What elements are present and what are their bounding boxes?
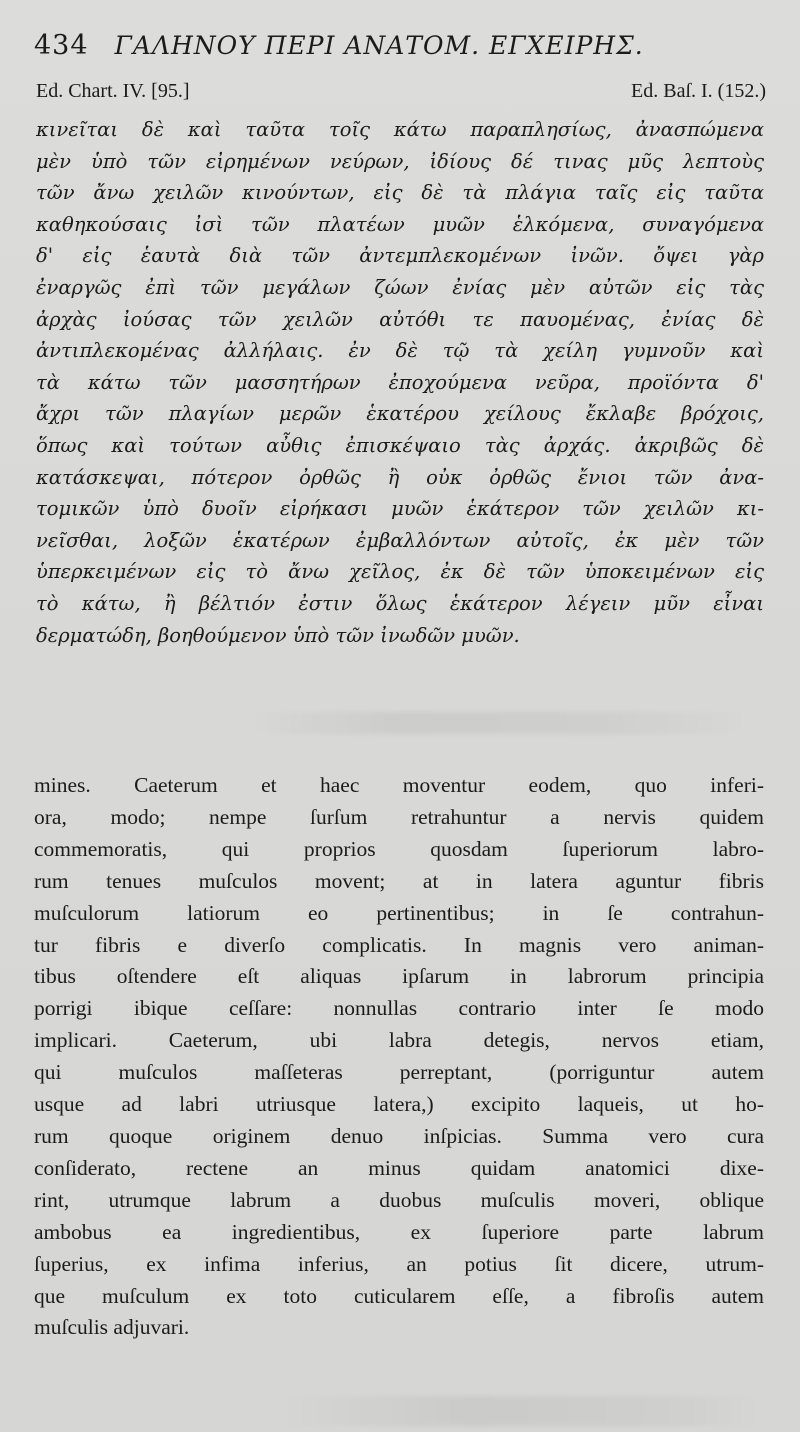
greek-line: ὅπως καὶ τούτων αὖθις ἐπισκέψαιο τὰς ἀρχάς. ἀκριβῶς δὲ — [36, 433, 764, 457]
latin-line: mines. Caeterum et haec moventur eodem, quo inferi- — [34, 773, 764, 797]
latin-line: conſiderato, rectene an minus quidam anatomici dixe- — [34, 1155, 764, 1180]
show-through-shadow — [280, 1396, 760, 1426]
latin-line: ſuperius, ex infima inferius, an potius ſit dicere, utrum- — [34, 1251, 764, 1276]
edition-basel-reference: Ed. Baſ. I. (152.) — [631, 80, 766, 102]
latin-line: que muſculum ex toto cuticularem eſſe, a fibroſis autem — [34, 1283, 764, 1308]
greek-line: τὸ κάτω, ἢ βέλτιόν ἐστιν ὅλως ἑκάτερον λέγειν μῦν εἶναι — [36, 591, 764, 615]
latin-line: implicari. Caeterum, ubi labra detegis, nervos etiam, — [34, 1028, 764, 1053]
edition-chart-reference: Ed. Chart. IV. [95.] — [36, 80, 190, 102]
latin-line: muſculorum latiorum eo pertinentibus; in ſe contrahun- — [34, 900, 764, 925]
latin-text-block — [34, 770, 764, 1344]
running-title: ΓΑΛΗΝΟΥ ΠΕΡΙ ΑΝΑΤΟΜ. ΕΓΧΕΙΡΗΣ. — [114, 31, 644, 60]
greek-line: ἐναργῶς ἐπὶ τῶν μεγάλων ζώων ἐνίας μὲν αὐτῶν εἰς τὰς — [36, 275, 764, 299]
greek-line: μὲν ὑπὸ τῶν εἰρημένων νεύρων, ἰδίους δέ τινας μῦς λεπτοὺς — [36, 149, 764, 173]
show-through-shadow — [250, 712, 750, 734]
greek-line: ἀρχὰς ἰούσας τῶν χειλῶν αὐτόθι τε παυομένας, ἐνίας δὲ — [36, 307, 764, 331]
running-head — [34, 30, 774, 66]
latin-line: qui muſculos maſſeteras perreptant, (porriguntur autem — [34, 1060, 764, 1085]
latin-line: rum quoque originem denuo inſpicias. Summa vero cura — [34, 1123, 764, 1148]
greek-line: καθηκούσαις ἰσὶ τῶν πλατέων μυῶν ἑλκόμενα, συναγόμενα — [36, 212, 764, 236]
edition-reference-line — [36, 80, 766, 103]
greek-line: νεῖσθαι, λοξῶν ἑκατέρων ἐμβαλλόντων αὐτοῖς, ἐκ μὲν τῶν — [36, 528, 764, 552]
greek-line: τῶν ἄνω χειλῶν κινούντων, εἰς δὲ τὰ πλάγια ταῖς εἰς ταῦτα — [36, 181, 764, 205]
greek-line: δερματώδη, βοηθούμενον ὑπὸ τῶν ἰνωδῶν μυῶν. — [36, 623, 520, 647]
latin-line: rint, utrumque labrum a duobus muſculis moveri, oblique — [34, 1187, 764, 1212]
greek-line: ὑπερκειμένων εἰς τὸ ἄνω χεῖλος, ἐκ δὲ τῶν ὑποκειμένων εἰς — [36, 560, 764, 584]
latin-line: commemoratis, qui proprios quosdam ſuperiorum labro- — [34, 836, 764, 861]
greek-line: τομικῶν ὑπὸ δυοῖν εἰρήκασι μυῶν ἑκάτερον τῶν χειλῶν κι- — [36, 497, 764, 521]
latin-line: ora, modo; nempe ſurſum retrahuntur a nervis quidem — [34, 804, 764, 829]
latin-line: tibus oſtendere eſt aliquas ipſarum in labrorum principia — [34, 964, 764, 989]
latin-line: ambobus ea ingredientibus, ex ſuperiore parte labrum — [34, 1219, 764, 1244]
latin-line: muſculis adjuvari. — [34, 1315, 190, 1340]
latin-line: rum tenues muſculos movent; at in latera aguntur fibris — [34, 868, 764, 893]
latin-line: tur fibris e diverſo complicatis. In magnis vero animan- — [34, 932, 764, 957]
greek-line: ἀντιπλεκομένας ἀλλήλαις. ἐν δὲ τῷ τὰ χείλη γυμνοῦν καὶ — [36, 339, 764, 363]
greek-line: κατάσκεψαι, πότερον ὀρθῶς ἢ οὐκ ὀρθῶς ἔνιοι τῶν ἀνα- — [36, 465, 764, 489]
latin-line: porrigi ibique ceſſare: nonnullas contrario inter ſe modo — [34, 996, 764, 1021]
greek-line: τὰ κάτω τῶν μασσητήρων ἐποχούμενα νεῦρα, προϊόντα δ' — [36, 370, 764, 394]
greek-text-block — [36, 114, 764, 651]
latin-line: usque ad labri utriusque latera,) excipito laqueis, ut ho- — [34, 1092, 764, 1117]
greek-line: κινεῖται δὲ καὶ ταῦτα τοῖς κάτω παραπλησίως, ἀνασπώμενα — [36, 118, 764, 141]
greek-line: δ' εἰς ἑαυτὰ διὰ τῶν ἀντεμπλεκομένων ἰνῶν. ὄψει γὰρ — [36, 244, 764, 268]
page-number: 434 — [34, 30, 89, 61]
greek-line: ἄχρι τῶν πλαγίων μερῶν ἑκατέρου χείλους ἔκλαβε βρόχοις, — [36, 402, 764, 426]
